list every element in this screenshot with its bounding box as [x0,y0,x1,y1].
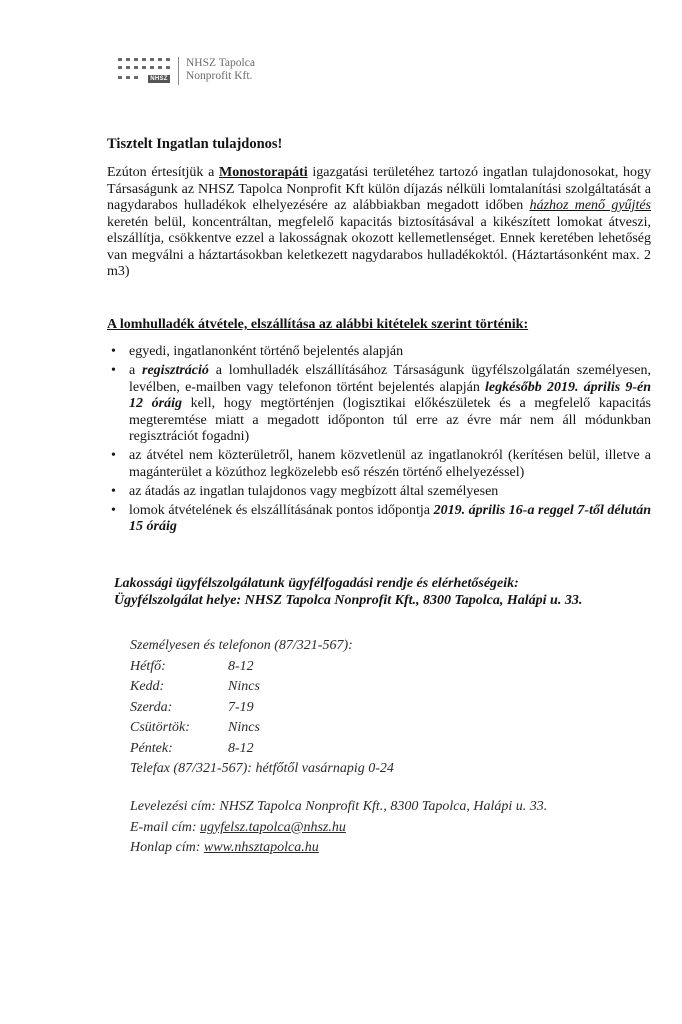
list-item [107,484,651,501]
condition-text: az átvétel nem közterületről, hanem közvetlenül az ingatlanokról (kerítésen belül, illetve a magánterület a közúthoz legközelebb eső részén történő elhelyezéssel) [129,448,651,480]
condition-text: egyedi, ingatlanonként történő bejelentés alapján [129,344,404,359]
collection-time: 2019. április 16-a reggel 7-től délután 15 óráig [129,502,652,534]
registration-deadline: legkésőbb 2019. április 9-én 12 óráig [129,379,651,411]
day-label: Szerda: [130,699,173,715]
mail-label: Levelezési cím: [130,799,216,814]
mail-value: NHSZ Tapolca Nonprofit Kft., 8300 Tapolca, Halápi u. 33. [219,799,548,814]
greeting: Tisztelt Ingatlan tulajdonos! [107,136,283,152]
day-label: Kedd: [130,679,165,694]
opening-hours [130,636,650,780]
conditions-list [107,344,651,538]
office-info [114,576,654,609]
day-time: 8-12 [228,740,254,756]
contact-info [130,797,650,859]
hours-header: Személyesen és telefonon (87/321-567): [130,638,353,653]
logo-text [186,57,255,83]
office-title: Lakossági ügyfélszolgálatunk ügyfélfogadási rendje és elérhetőségeik: [114,576,519,591]
bullet-icon: • [111,502,116,518]
bullet-icon: • [111,448,116,463]
day-time: 8-12 [228,658,254,674]
email-address [130,818,650,839]
registration-term: regisztráció [142,363,209,378]
intro-text-2: igazgatási területéhez tartozó ingatlan tulajdonosokat, hogy Társaságunk az NHSZ Tapolca Nonprofit Kft külön díjazás nélküli lomtalanítási szolgáltatását a nagydarabos hulladékok elhelyezésére az alábbiakban megadott időben [107,165,651,213]
mail-address [130,797,650,818]
list-item [107,363,651,446]
hours-row [130,718,650,739]
day-time: 7-19 [228,699,254,715]
website-label: Honlap cím: [130,840,201,855]
intro-paragraph [107,165,651,281]
email-link[interactable]: ugyfelsz.tapolca@nhsz.hu [199,819,346,835]
area-name: Monostorapáti [219,165,308,180]
day-time: Nincs [228,679,260,694]
list-item [107,448,651,481]
day-label: Hétfő: [130,658,166,674]
hours-row [130,739,650,760]
bullet-icon: • [111,483,116,499]
logo-mark-icon [118,58,174,84]
condition-text: az átadás az ingatlan tulajdonos vagy megbízott által személyesen [129,483,499,499]
conditions-heading: A lomhulladék átvétele, elszállítása az alábbi kitételek szerint történik: [107,317,529,332]
bullet-icon: • [111,363,116,378]
logo-line-1: NHSZ Tapolca [186,57,255,69]
logo-badge: NHSZ [148,75,170,83]
day-time: Nincs [228,720,260,735]
day-label: Péntek: [130,740,173,756]
day-label: Csütörtök: [130,720,190,735]
email-label: E-mail cím: [130,819,197,835]
website-link[interactable]: www.nhsztapolca.hu [203,840,319,855]
office-location: Ügyfélszolgálat helye: NHSZ Tapolca Nonprofit Kft., 8300 Tapolca, Halápi u. 33. [114,592,583,608]
logo-divider [178,57,179,85]
bullet-icon: • [111,344,116,359]
condition-text: kell, hogy megtörténjen (logisztikai előkészületek és a megfelelő kapacitás megteremtése miatt a megadott időponton túl erre az évre már nem áll módunkban regisztrációt fogadni) [129,396,651,444]
condition-text: a lomhulladék elszállításához Társaságunk ügyfélszolgálatán személyesen, levélben, e-mailben vagy telefonon történt bejelentés alapján [129,363,651,395]
list-item [107,344,651,361]
hours-row [130,657,650,678]
intro-text-3: keretén belül, koncentráltan, megfelelő kapacitás biztosításával a kikészített lomokat átveszi, elszállítja, csökkentve ezzel a lakosságnak okozott kellemetlenséget. Ennek keretében lehetőség van megválni a háztartásokban keletkezett nagydarabos hulladékoktól. (Háztartásonként max. 2 m3) [107,214,651,279]
hours-row [130,698,650,719]
collection-method: házhoz menő gyűjtés [529,198,651,213]
list-item [107,503,651,536]
hours-row [130,677,650,698]
condition-text: a [129,363,143,378]
fax-info: Telefax (87/321-567): hétfőtől vasárnapig 0-24 [130,761,394,776]
intro-text-1: Ezúton értesítjük a [107,165,219,180]
condition-text: lomok átvételének és elszállításának pontos időpontja [129,502,434,518]
logo-line-2: Nonprofit Kft. [186,70,253,82]
website [130,838,650,859]
